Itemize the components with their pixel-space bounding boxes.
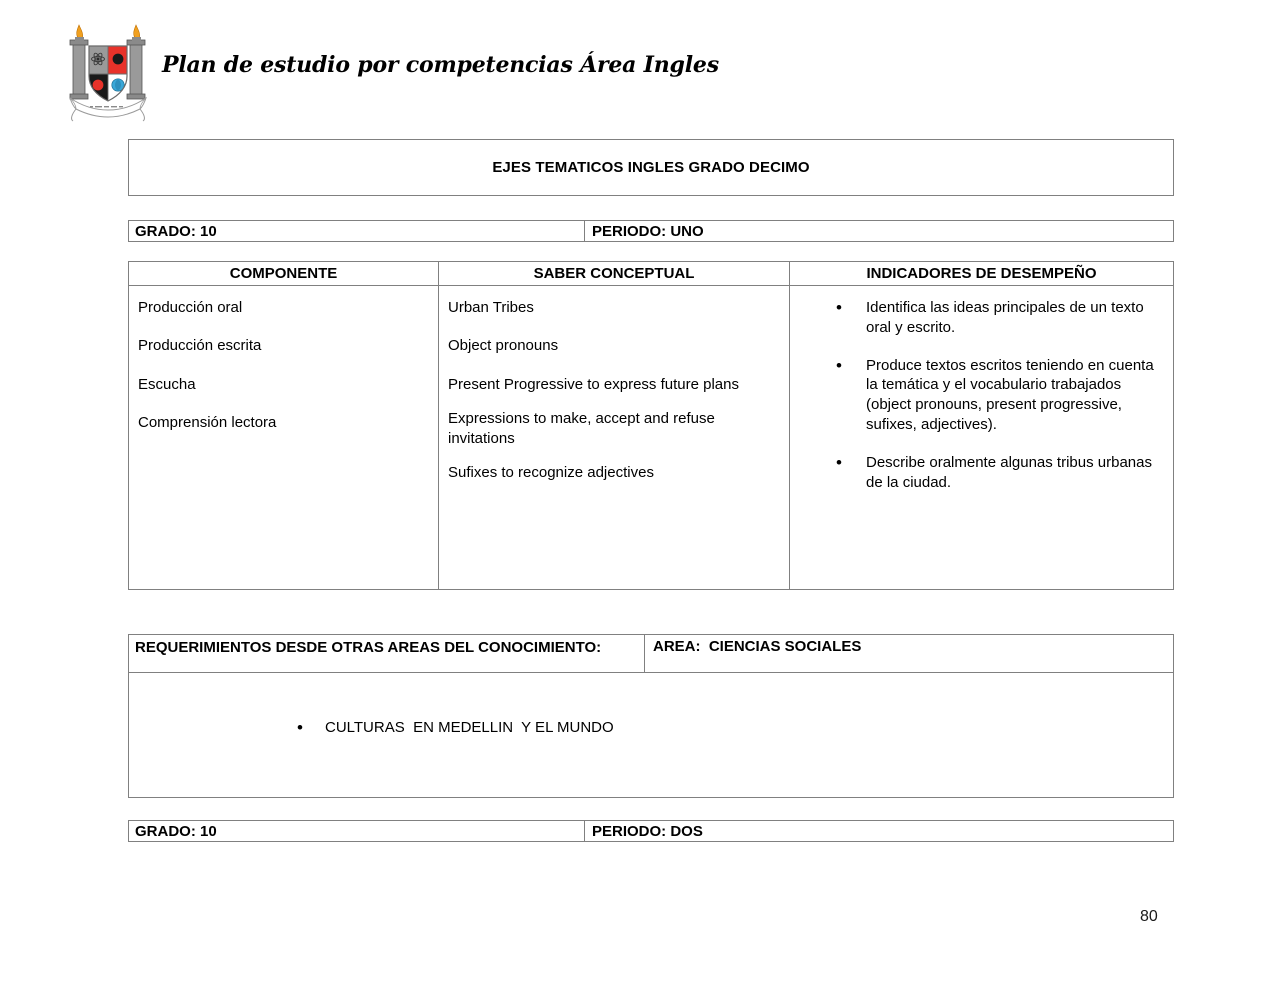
body-componente [129, 286, 438, 589]
periodo-cell-top [585, 221, 1173, 241]
requerimientos-header-right: AREA: CIENCIAS SOCIALES [653, 638, 862, 655]
column-indicadores-desempeno [790, 262, 1173, 589]
ejes-tematicos-table [128, 261, 1174, 590]
list-item: • Produce textos escritos teniendo en cuenta la temática y el vocabulario trabajados (object pronouns, present progressive, sufixes, adjectives). [800, 356, 1163, 435]
requerimientos-body [129, 673, 1173, 736]
page-number: 80 [1140, 908, 1158, 925]
column-componente [129, 262, 439, 589]
requerimientos-header-row [129, 635, 1173, 673]
grado-label-top: GRADO: 10 [135, 222, 217, 240]
ejes-tematicos-title-text: EJES TEMATICOS INGLES GRADO DECIMO [492, 159, 810, 176]
header-indicadores-desempeno: INDICADORES DE DESEMPEÑO [790, 262, 1173, 286]
componente-item: Comprensión lectora [138, 413, 277, 431]
list-item: • Identifica las ideas principales de un texto oral y escrito. [800, 298, 1163, 338]
list-item: • CULTURAS EN MEDELLIN Y EL MUNDO [129, 719, 1173, 736]
saber-item: Urban Tribes [448, 299, 534, 316]
ejes-tematicos-title-box [128, 139, 1174, 196]
grado-cell-top [129, 221, 585, 241]
grado-label-bottom: GRADO: 10 [135, 822, 217, 840]
list-item: • Describe oralmente algunas tribus urbanas de la ciudad. [800, 453, 1163, 493]
grado-cell-bottom [129, 821, 585, 841]
saber-item: Present Progressive to express future plans [448, 375, 739, 393]
requerimientos-table [128, 634, 1174, 798]
body-indicadores-desempeno [790, 286, 1173, 589]
saber-item: Expressions to make, accept and refuse invitations [448, 409, 715, 447]
grado-periodo-row-top [128, 220, 1174, 242]
saber-item: Object pronouns [448, 337, 559, 355]
periodo-cell-bottom [585, 821, 1173, 841]
grado-periodo-row-bottom [128, 820, 1174, 842]
indicadores-list [800, 298, 1163, 492]
requerimientos-header-left: REQUERIMIENTOS DESDE OTRAS AREAS DEL CONOCIMIENTO: [129, 635, 645, 672]
saber-item: Sufixes to recognize adjectives [448, 464, 654, 482]
body-saber-conceptual [439, 286, 789, 589]
componente-item: Producción escrita [138, 337, 262, 355]
periodo-label-bottom: PERIODO: DOS [592, 822, 703, 840]
school-crest-logo [64, 22, 152, 122]
requerimientos-list [129, 719, 1173, 736]
periodo-label-top: PERIODO: UNO [592, 222, 704, 240]
header-saber-conceptual: SABER CONCEPTUAL [439, 262, 789, 286]
componente-item: Producción oral [138, 299, 243, 316]
document-header [64, 22, 719, 122]
componente-item: Escucha [138, 375, 196, 393]
page-title: Plan de estudio por competencias Área Ingles [162, 52, 719, 78]
column-saber-conceptual [439, 262, 790, 589]
header-componente: COMPONENTE [129, 262, 438, 286]
